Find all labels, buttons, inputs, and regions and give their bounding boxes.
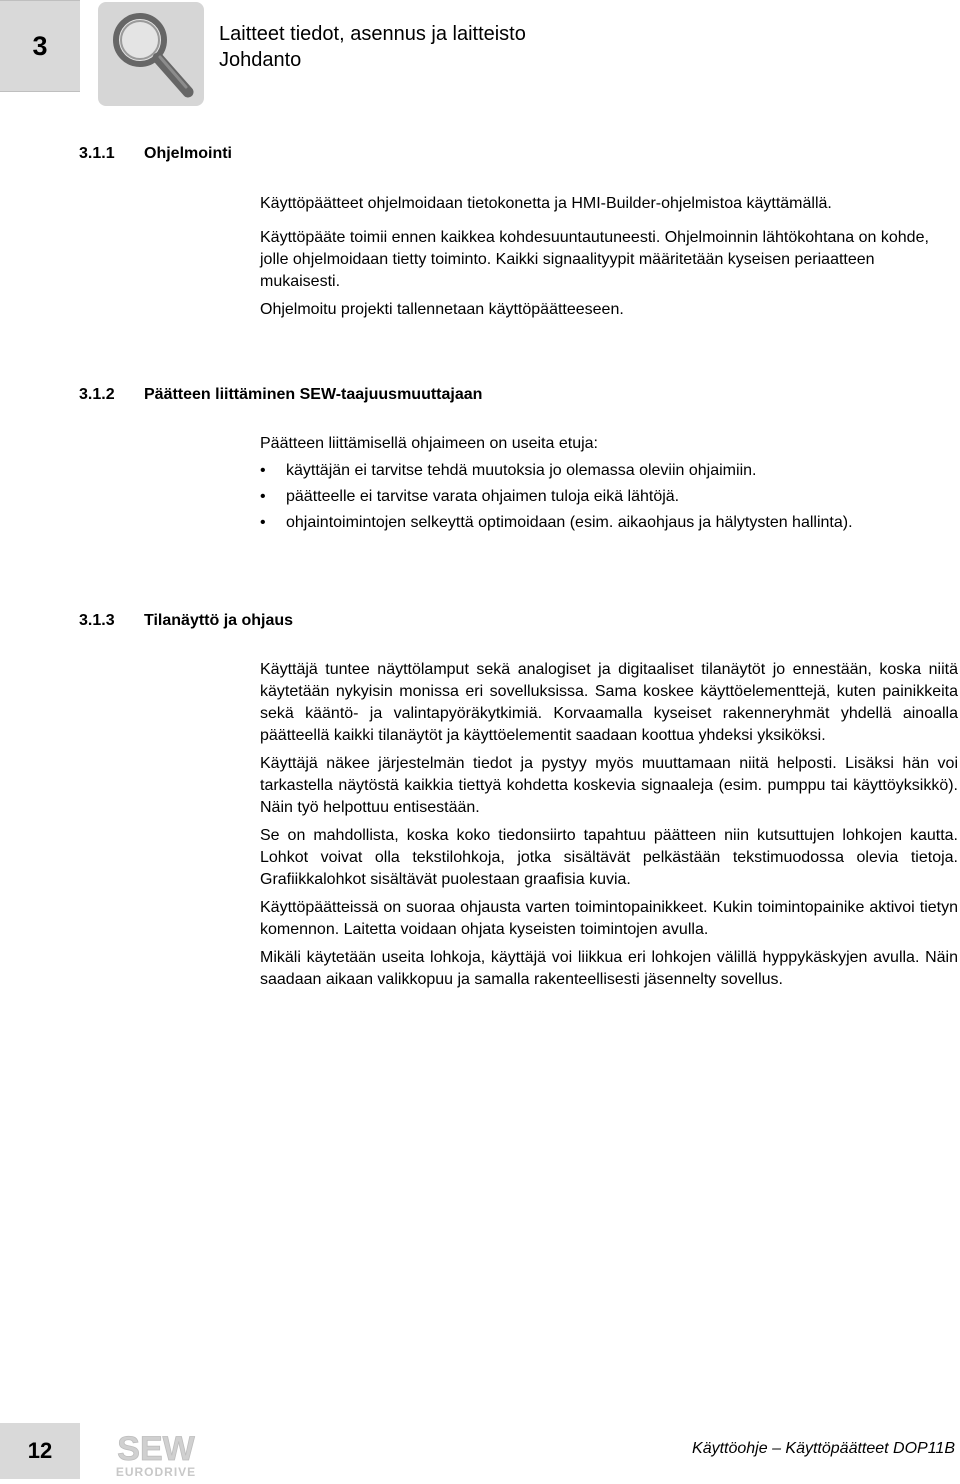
paragraph: Se on mahdollista, koska koko tiedonsiirto tapahtuu päätteen niin kutsuttujen lohkojen kautta. Lohkot voivat olla tekstilohkoja, jotka sisältävät pelkästään tekstimuodossa olevia tietoja. Grafiikkalohkot sisältävät puolestaan graafisia kuvia. [260, 827, 958, 888]
paragraph: Käyttäjä näkee järjestelmän tiedot ja pystyy myös muuttamaan niitä helposti. Lisäksi hän voi tarkastella näytöstä kaikkia tiettyä kohdetta koskevia signaaleja (esim. pumppu tai käyttöyksikkö). Näin työ helpottuu entisestään. [260, 755, 958, 816]
page-number: 12 [0, 1423, 80, 1479]
section-body [260, 659, 958, 997]
svg-text:EURODRIVE: EURODRIVE [115, 1465, 197, 1479]
sew-eurodrive-logo [100, 1430, 212, 1479]
svg-text:SEW: SEW [117, 1430, 195, 1468]
section-title: Ohjelmointi [144, 145, 232, 162]
list-item: • ohjaintoimintojen selkeyttä optimoidaan (esim. aikaohjaus ja hälytysten hallinta). [260, 512, 958, 534]
bullet-icon: • [260, 514, 266, 531]
chapter-subtitle: Johdanto [219, 49, 302, 71]
paragraph: Käyttöpääte toimii ennen kaikkea kohdesuuntautuneesti. Ohjelmoinnin lähtökohtana on kohde, jolle ohjelmoidaan tietty toiminto. Kaikki signaalityypit määritetään kyseisen periaatteen mukaisesti. [260, 229, 929, 290]
section-number: 3.1.2 [79, 386, 115, 403]
bullet-icon: • [260, 488, 266, 505]
document-title: Käyttöohje – Käyttöpäätteet DOP11B [692, 1440, 955, 1457]
section-number: 3.1.1 [79, 145, 115, 162]
chapter-title: Laitteet tiedot, asennus ja laitteisto [219, 23, 526, 45]
paragraph: Mikäli käytetään useita lohkoja, käyttäjä voi liikkua eri lohkojen välillä hyppykäskyjen avulla. Näin saadaan aikaan valikkopuu ja samalla rakenteellisesti jäsennelty sovellus. [260, 949, 958, 988]
paragraph: Käyttäjä tuntee näyttölamput sekä analogiset ja digitaaliset tilanäytöt jo ennestään, koska niitä käytetään nykyisin monissa eri sovelluksissa. Sama koskee käyttöelementtejä, kuten painikkeita sekä kääntö- ja valintapyöräkytkimiä. Korvaamalla kyseiset rakenneryhmät yhdellä ainoalla päätteellä kaikki tilanäytöt ja käyttöelementit saadaan koottua yhdeksi yksiköksi. [260, 661, 958, 744]
section-body [260, 433, 958, 538]
magnifier-icon [98, 2, 204, 106]
intro-text: Päätteen liittämisellä ohjaimeen on useita etuja: [260, 435, 598, 452]
list-item: • käyttäjän ei tarvitse tehdä muutoksia jo olemassa oleviin ohjaimiin. [260, 460, 958, 482]
paragraph: Käyttöpäätteet ohjelmoidaan tietokonetta ja HMI-Builder-ohjelmistoa käyttämällä. [260, 195, 832, 212]
chapter-number: 3 [0, 0, 80, 92]
section-number: 3.1.3 [79, 612, 115, 629]
section-body [260, 193, 958, 326]
bullet-icon: • [260, 462, 266, 479]
section-title: Päätteen liittäminen SEW-taajuusmuuttajaan [144, 386, 483, 403]
benefit-list [260, 460, 958, 534]
paragraph: Käyttöpäätteissä on suoraa ohjausta varten toimintopainikkeet. Kukin toimintopainike aktivoi tietyn komennon. Laitetta voidaan ohjata kyseisten toimintojen avulla. [260, 899, 958, 938]
paragraph: Ohjelmoitu projekti tallennetaan käyttöpäätteeseen. [260, 301, 624, 318]
section-title: Tilanäyttö ja ohjaus [144, 612, 294, 629]
list-item: • päätteelle ei tarvitse varata ohjaimen tuloja eikä lähtöjä. [260, 486, 958, 508]
